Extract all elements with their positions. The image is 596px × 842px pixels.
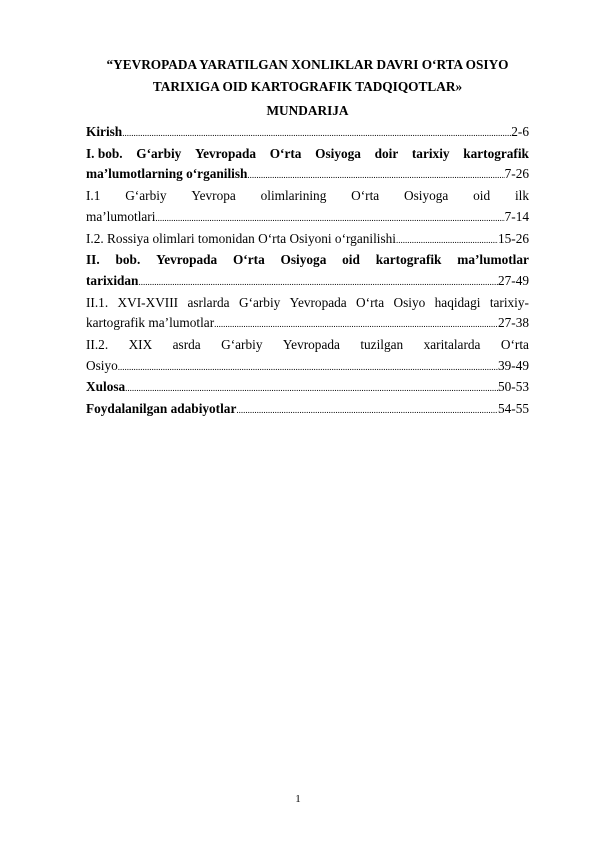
word: xaritalarda (423, 337, 481, 353)
leader-dots (138, 272, 498, 293)
toc-entry-adabiyotlar[interactable] (86, 399, 529, 421)
toc-entry-page: 7-26 (504, 166, 529, 182)
word: Osiyoga (404, 188, 449, 204)
document-title-line-2: TARIXIGA OID KARTOGRAFIK TADQIQOTLAR» (152, 79, 463, 94)
toc-entry-page: 7-14 (504, 208, 529, 224)
toc-entry-section-1-2[interactable] (86, 229, 529, 251)
toc-entry-title-line-2 (86, 271, 529, 293)
word: oid (342, 252, 360, 268)
word: Osiyoga (280, 252, 327, 268)
page-number: 1 (295, 793, 301, 805)
word: Yevropa (191, 188, 236, 204)
word: Yevropada (194, 145, 257, 161)
toc-entry-title-line-2 (86, 356, 529, 378)
leader-dots (125, 378, 498, 399)
word: II. (86, 252, 100, 268)
toc-entry-label: ma’lumotlari (86, 208, 156, 224)
leader-dots (236, 400, 498, 421)
toc-entry-page: 54-55 (497, 401, 529, 417)
toc-entry-label: Xulosa (86, 379, 126, 395)
toc-entry-title-line-1 (86, 335, 529, 356)
toc-entry-title-line-2 (86, 164, 529, 186)
toc-entry-label: tarixidan (86, 272, 139, 288)
word: O‘rta (269, 145, 302, 161)
word: G‘arbiy (136, 145, 182, 161)
word: Osiyoga (315, 145, 361, 161)
word: II.1. (86, 294, 109, 310)
document-title-line-1: “YEVROPADA YARATILGAN XONLIKLAR DAVRI O‘RTA OSIYO (106, 57, 509, 72)
word: haqidagi (434, 294, 481, 310)
leader-dots (247, 165, 504, 186)
toc-entry-title-line-1 (86, 144, 529, 165)
word: I.1 (86, 188, 101, 204)
toc-entry-page: 27-38 (497, 315, 529, 331)
toc-entry-page: 50-53 (497, 379, 529, 395)
toc-entry-title-line-1 (86, 186, 529, 207)
toc-entry-page: 2-6 (511, 124, 529, 139)
toc-entry-label: Foydalanilgan adabiyotlar (86, 401, 237, 417)
word: doir (374, 145, 399, 161)
word: XIX (128, 337, 153, 353)
word: asrda (172, 337, 201, 353)
word: kartografik (463, 145, 529, 161)
toc-entry-page: 15-26 (497, 230, 529, 246)
word: tarixiy- (489, 294, 529, 310)
toc-entry-kirish[interactable] (86, 122, 529, 144)
word: Yevropada (289, 294, 347, 310)
toc-entry-title-line-1 (86, 293, 529, 314)
word: XVI-XVIII (117, 294, 179, 310)
word: G‘arbiy (221, 337, 263, 353)
leader-dots (118, 357, 498, 378)
toc-entry-page: 27-49 (497, 272, 529, 288)
word: ma’lumotlar (457, 252, 529, 268)
toc-entry-section-1-1[interactable] (86, 186, 529, 228)
toc-entry-label: ma’lumotlarning o‘rganilish (86, 166, 248, 182)
word: G‘arbiy (125, 188, 167, 204)
toc-entry-chapter-2[interactable] (86, 250, 529, 292)
toc-entry-label: kartografik ma’lumotlar (86, 315, 215, 331)
word: tarixiy (411, 145, 450, 161)
word: tuzilgan (360, 337, 404, 353)
toc-entry-page: 39-49 (497, 357, 529, 373)
leader-dots (214, 314, 498, 335)
word: bob. (115, 252, 141, 268)
toc-entry-title-line-2 (86, 313, 529, 335)
word: Yevropada (156, 252, 218, 268)
leader-dots (155, 208, 504, 229)
toc-entry-title-line-1 (86, 250, 529, 271)
toc-entry-section-2-1[interactable] (86, 293, 529, 335)
word: O‘rta (232, 252, 265, 268)
word: O‘rta (356, 294, 385, 310)
word: Yevropada (282, 337, 340, 353)
toc-entry-chapter-1[interactable] (86, 144, 529, 186)
word: II.2. (86, 337, 109, 353)
word: ilk (514, 188, 529, 204)
toc-entry-xulosa[interactable] (86, 377, 529, 399)
toc-entry-label: Kirish (86, 124, 123, 139)
toc-entry-label: Osiyo (86, 357, 118, 373)
leader-dots (122, 123, 511, 144)
word: Osiyo (393, 294, 426, 310)
leader-dots (396, 230, 498, 251)
toc-entry-label: I.2. Rossiya olimlari tomonidan O‘rta Osiyoni o‘rganilishi (86, 230, 396, 246)
document-page (86, 54, 529, 421)
word: kartografik (375, 252, 442, 268)
word: G‘arbiy (238, 294, 281, 310)
word: olimlarining (260, 188, 327, 204)
table-of-contents (86, 122, 529, 421)
word: oid (473, 188, 491, 204)
word: I. bob. (86, 145, 123, 161)
contents-heading: MUNDARIJA (266, 103, 349, 118)
toc-entry-section-2-2[interactable] (86, 335, 529, 377)
word: asrlarda (187, 294, 230, 310)
word: O‘rta (351, 188, 380, 204)
word: O‘rta (500, 337, 529, 353)
toc-entry-title-line-2 (86, 207, 529, 229)
